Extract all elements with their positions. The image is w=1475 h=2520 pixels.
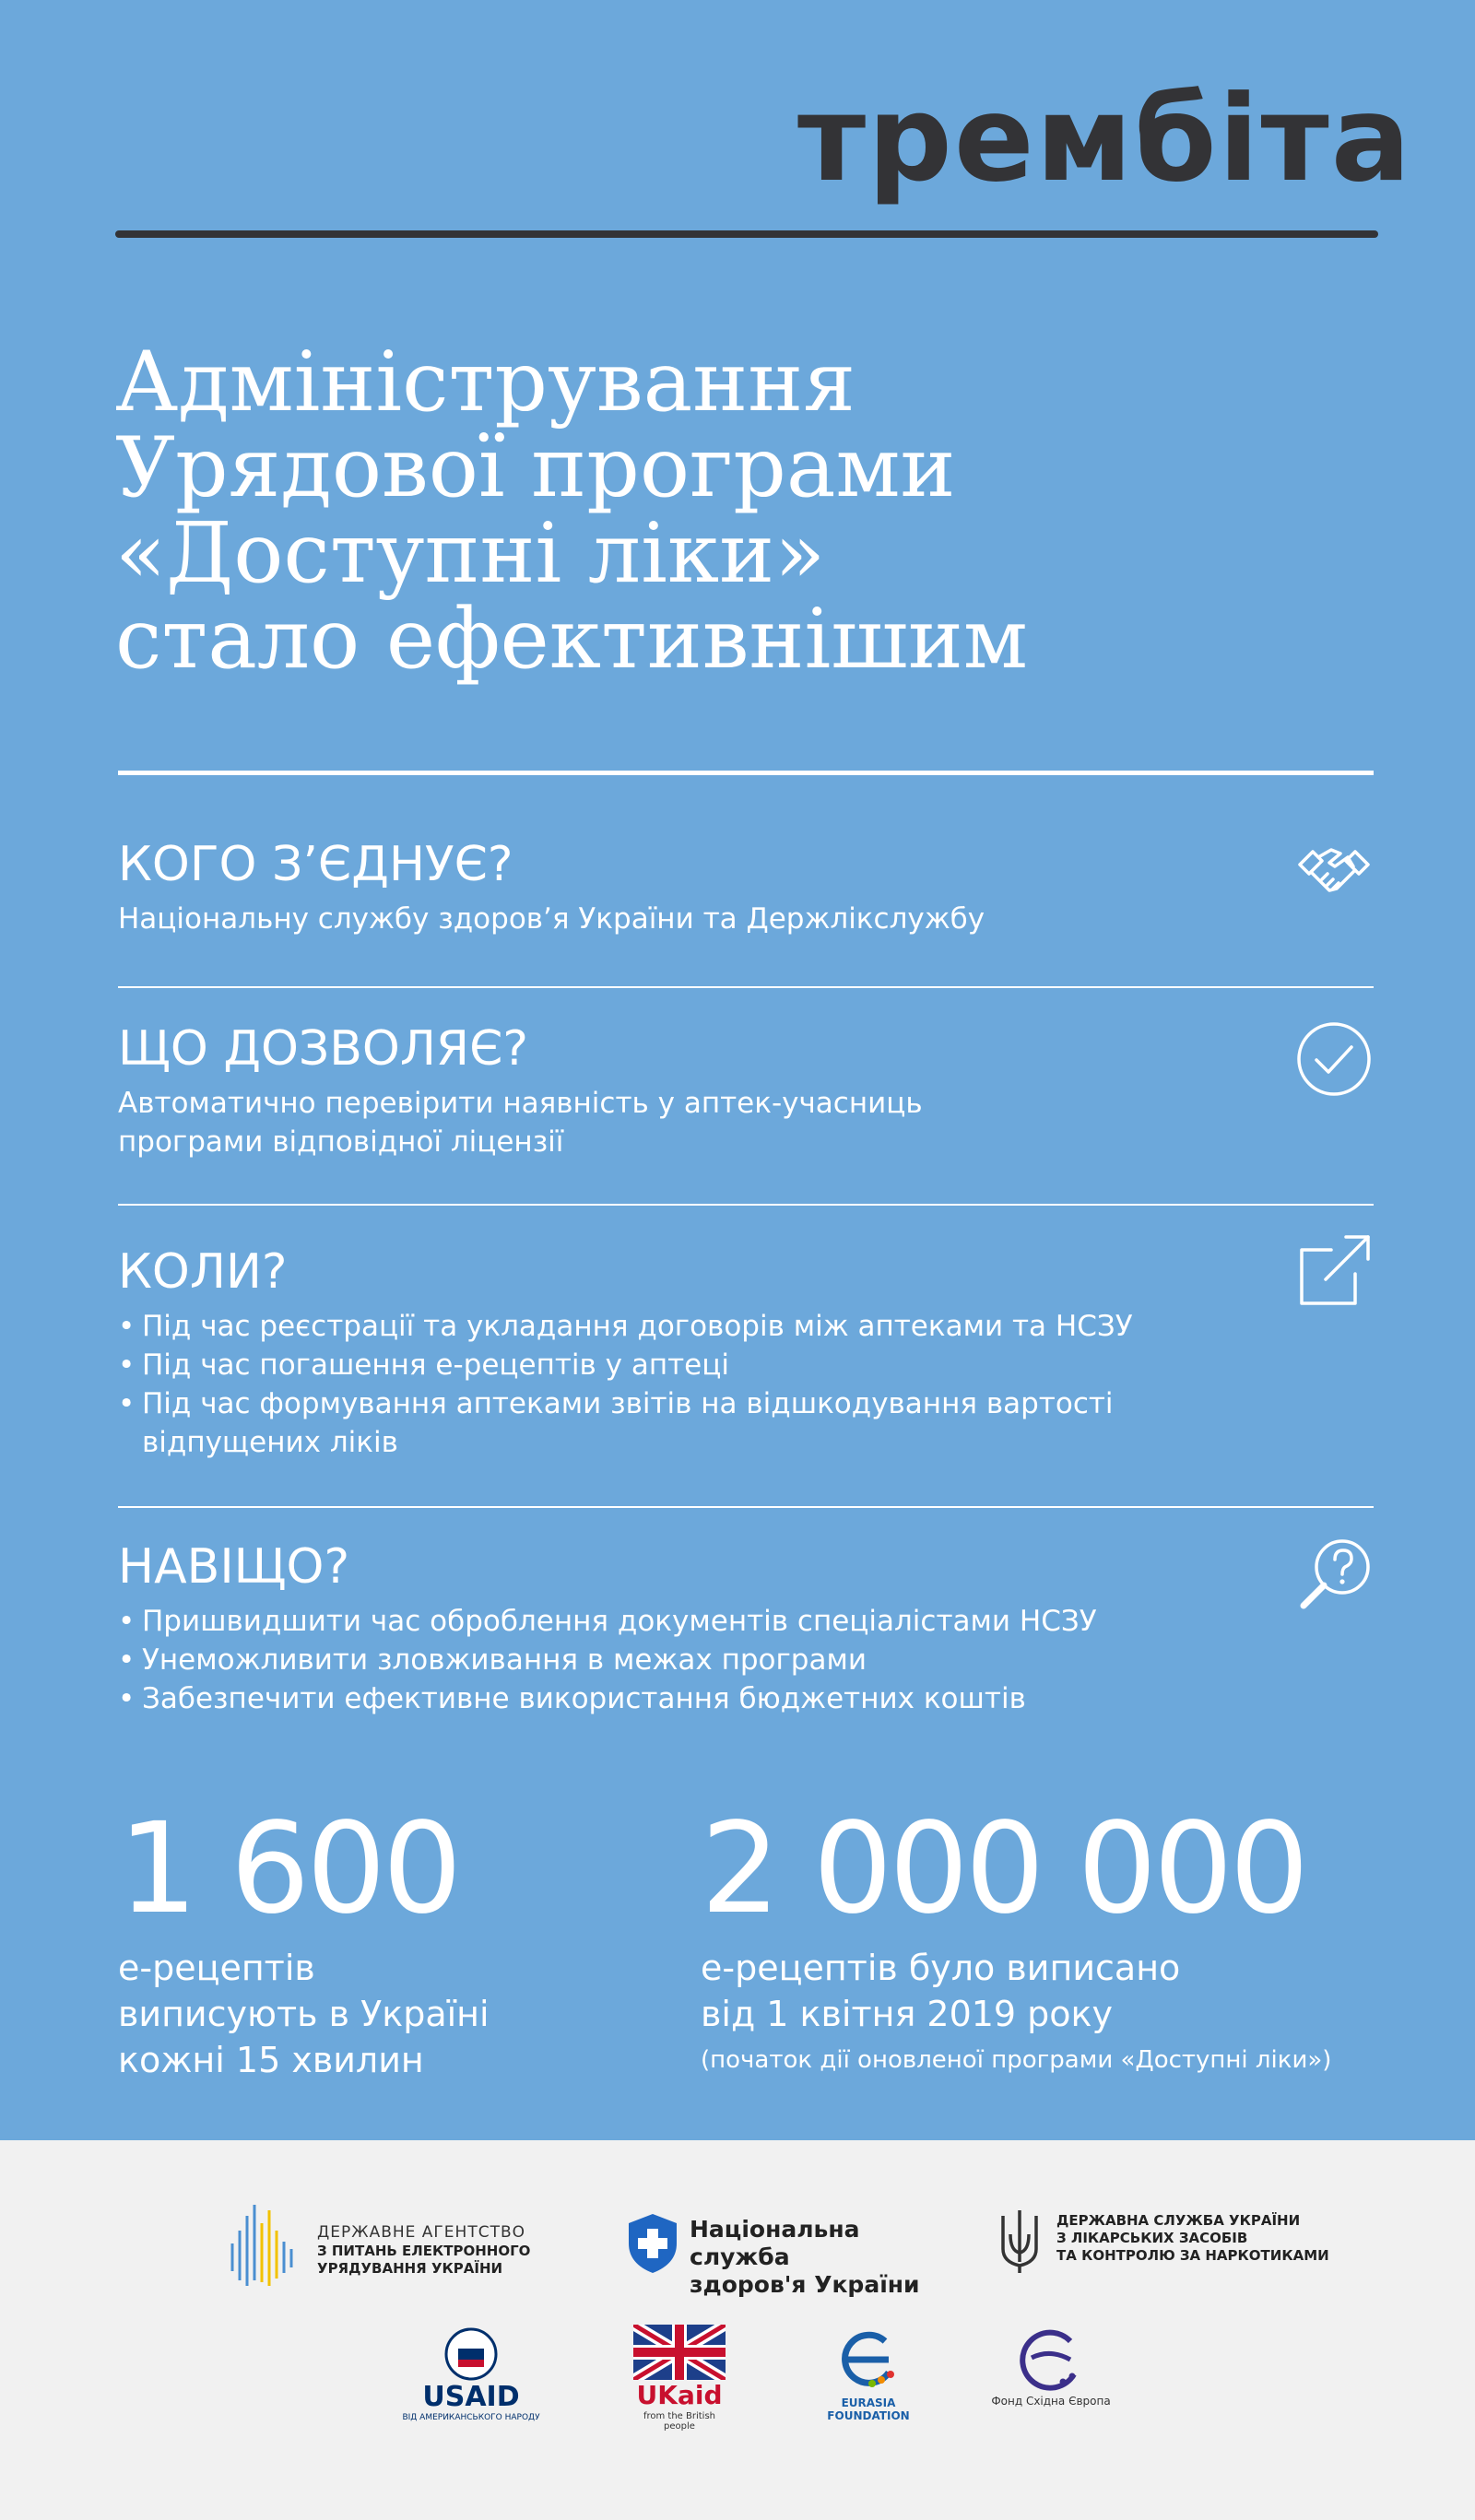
brand-wordmark: трембіта: [797, 71, 1413, 208]
stat-number: 1 600: [118, 1796, 459, 1942]
section-title: КОЛИ?: [118, 1244, 288, 1300]
stat-note: (початок дії оновленої програми «Доступні ліки»): [701, 2046, 1332, 2074]
section-text-line: Автоматично перевірити наявність у аптек-учасниць: [118, 1087, 923, 1120]
logo-text: ДЕРЖАВНЕ АГЕНТСТВО: [317, 2223, 526, 2242]
section-text: [118, 1084, 1374, 1161]
stat-label-line: кожні 15 хвилин: [118, 2040, 424, 2080]
bullet-item: • Під час реєстрації та укладання договорів між аптеками та НСЗУ: [118, 1307, 1374, 1346]
headline-line: «Доступні ліки»: [115, 505, 826, 602]
section-divider: [118, 1204, 1374, 1206]
section-title: КОГО З’ЄДНУЄ?: [118, 837, 513, 892]
section-bullets: [118, 1602, 1374, 1718]
logo-text: [402, 2382, 540, 2413]
stat-label: [118, 1945, 490, 2083]
headline-line: Адміністрування: [115, 334, 856, 430]
section-what-allows: [118, 1021, 1374, 1161]
stat-label-line: від 1 квітня 2019 року: [701, 1994, 1113, 2034]
section-when: [118, 1244, 1374, 1462]
stat-label-line: виписують в Україні: [118, 1994, 490, 2034]
external-link-icon: [1294, 1230, 1374, 1309]
logo-text: FOUNDATION: [827, 2409, 910, 2422]
section-divider: [118, 986, 1374, 988]
logo-text: З ПИТАНЬ ЕЛЕКТРОННОГО: [317, 2243, 531, 2259]
search-question-icon: [1294, 1536, 1374, 1615]
logo-text: from the British people: [643, 2411, 716, 2432]
logo-text: ВІД АМЕРИКАНСЬКОГО НАРОДУ: [402, 2413, 540, 2422]
usaid-seal-icon: [443, 2326, 499, 2382]
logo-text: здоров'я України: [690, 2271, 920, 2298]
stat-prescriptions-total: [701, 1796, 1332, 2076]
logo-text: ТА КОНТРОЛЮ ЗА НАРКОТИКАМИ: [1056, 2247, 1329, 2264]
section-why: [118, 1539, 1374, 1718]
logo-text: Національна служба: [690, 2216, 860, 2270]
section-who-connects: [118, 837, 1374, 938]
bullet-item: • Під час формування аптеками звітів на відшкодування вартості відпущених ліків: [118, 1384, 1184, 1462]
top-divider: [115, 230, 1378, 238]
headline-line: стало ефективнішим: [115, 591, 1028, 688]
eurasia-foundation-logo: [813, 2323, 924, 2422]
logo-text: ДЕРЖАВНА СЛУЖБА УКРАЇНИ: [1056, 2212, 1301, 2229]
logo-text: EURASIA: [841, 2396, 896, 2409]
union-jack-icon: [633, 2325, 726, 2380]
east-europe-e-icon: [1009, 2321, 1092, 2395]
trident-icon: [997, 2207, 1042, 2277]
stat-label: [701, 1945, 1331, 2037]
partners-footer: [0, 2140, 1475, 2520]
bullet-item: • Пришвидшити час оброблення документів спеціалістами НСЗУ: [118, 1602, 1374, 1641]
eurasia-e-icon: [832, 2323, 905, 2396]
logo-text: З ЛІКАРСЬКИХ ЗАСОБІВ: [1056, 2230, 1248, 2246]
headline-line: Урядової програми: [115, 419, 956, 516]
bullet-item: • Під час погашення е-рецептів у аптеці: [118, 1346, 1374, 1384]
ukaid-logo: [629, 2325, 730, 2432]
section-title: ЩО ДОЗВОЛЯЄ?: [118, 1021, 528, 1077]
logo-text: USAID: [422, 2381, 520, 2413]
section-divider: [118, 1506, 1374, 1508]
stat-number: 2 000 000: [701, 1796, 1306, 1942]
section-text: Національну службу здоров’я України та Держлікслужбу: [118, 902, 985, 936]
bullet-item: • Забезпечити ефективне використання бюджетних коштів: [118, 1679, 1374, 1718]
section-bullets: [118, 1307, 1374, 1462]
stat-label-line: е-рецептів: [118, 1948, 315, 1988]
section-text-line: програми відповідної ліцензії: [118, 1125, 564, 1159]
check-circle-icon: [1294, 1019, 1374, 1099]
logo-text: UKaid: [636, 2380, 723, 2410]
usaid-logo: [402, 2326, 540, 2422]
logo-text: УРЯДУВАННЯ УКРАЇНИ: [317, 2260, 503, 2277]
section-title: НАВІЩО?: [118, 1539, 350, 1595]
stat-label-line: е-рецептів було виписано: [701, 1948, 1181, 1988]
egov-bars-icon: [227, 2197, 301, 2290]
bullet-item: • Унеможливити зловживання в межах програми: [118, 1641, 1374, 1679]
handshake-icon: [1294, 833, 1374, 913]
nhsu-shield-icon: [625, 2212, 680, 2275]
headline: [115, 334, 1378, 688]
stat-prescriptions-rate: [118, 1796, 490, 2083]
logo-text: Фонд Східна Європа: [991, 2395, 1111, 2408]
headline-divider: [118, 771, 1374, 775]
east-europe-foundation-logo: [977, 2321, 1125, 2408]
